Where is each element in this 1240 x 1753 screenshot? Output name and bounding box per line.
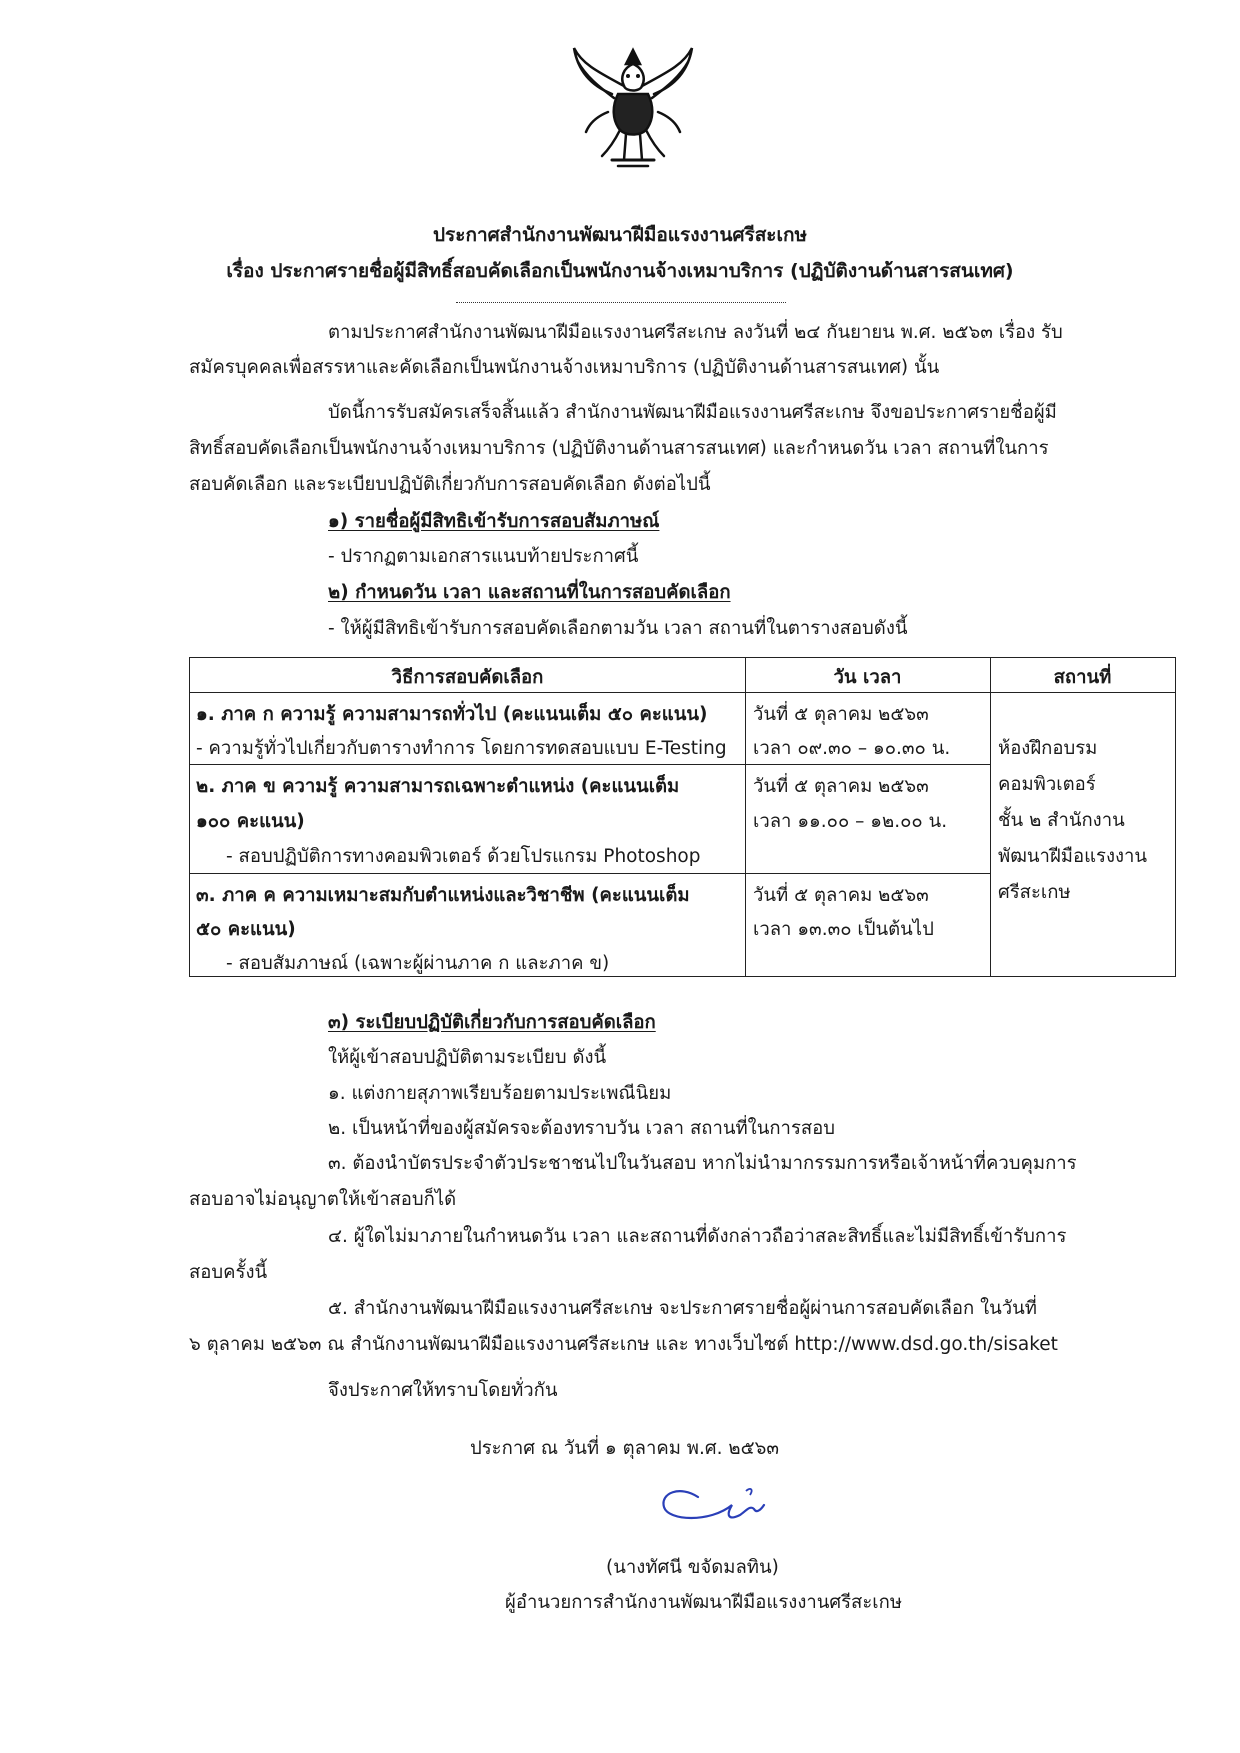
document-title: ประกาศสำนักงานพัฒนาฝีมือแรงงานศรีสะเกษ [432, 224, 808, 246]
venue-line-3: ชั้น ๒ สำนักงาน [998, 810, 1125, 831]
table-header-datetime: วัน เวลา [833, 667, 902, 688]
table-divider [190, 764, 990, 765]
rule-item-1: ๑. แต่งกายสุภาพเรียบร้อยตามประเพณีนิยม [328, 1083, 672, 1104]
rule-item-3-line2: สอบอาจไม่อนุญาตให้เข้าสอบก็ได้ [189, 1189, 457, 1210]
table-row-2-method-title: ๒. ภาค ข ความรู้ ความสามารถเฉพาะตำแหน่ง (คะแนนเต็ม [196, 776, 680, 797]
rule-item-4-line2: สอบครั้งนี้ [189, 1262, 268, 1283]
table-row-2-date: วันที่ ๕ ตุลาคม ๒๕๖๓ [753, 776, 929, 797]
section3-heading: ๓) ระเบียบปฏิบัติเกี่ยวกับการสอบคัดเลือก [328, 1012, 656, 1033]
intro-p2-line2: สิทธิ์สอบคัดเลือกเป็นพนักงานจ้างเหมาบริการ (ปฏิบัติงานด้านสารสนเทศ) และกำหนดวัน เวลา สถานที่ในการ [189, 438, 1049, 459]
table-row-3-method-detail: - สอบสัมภาษณ์ (เฉพาะผู้ผ่านภาค ก และภาค ข) [226, 953, 610, 974]
table-row-1-date: วันที่ ๕ ตุลาคม ๒๕๖๓ [753, 704, 929, 725]
venue-line-1: ห้องฝึกอบรม [998, 738, 1098, 759]
venue-line-2: คอมพิวเตอร์ [998, 774, 1096, 795]
table-row-1-method-title: ๑. ภาค ก ความรู้ ความสามารถทั่วไป (คะแนนเต็ม ๕๐ คะแนน) [196, 704, 708, 725]
table-header-method: วิธีการสอบคัดเลือก [391, 667, 544, 688]
table-row-2-method-score: ๑๐๐ คะแนน) [196, 811, 305, 832]
document-subject: เรื่อง ประกาศรายชื่อผู้มีสิทธิ์สอบคัดเลือกเป็นพนักงานจ้างเหมาบริการ (ปฏิบัติงานด้านสารสนเทศ) [226, 260, 1014, 282]
intro-p2-line1: บัดนี้การรับสมัครเสร็จสิ้นแล้ว สำนักงานพัฒนาฝีมือแรงงานศรีสะเกษ จึงขอประกาศรายชื่อผู้มี [328, 402, 1057, 423]
section2-heading: ๒) กำหนดวัน เวลา และสถานที่ในการสอบคัดเลือก [328, 582, 731, 603]
section1-heading: ๑) รายชื่อผู้มีสิทธิเข้ารับการสอบสัมภาษณ์ [328, 511, 660, 532]
venue-line-5: ศรีสะเกษ [998, 882, 1071, 903]
table-row-3-method-title: ๓. ภาค ค ความเหมาะสมกับตำแหน่งและวิชาชีพ (คะแนนเต็ม [196, 885, 690, 906]
table-row-1-method-detail: - ความรู้ทั่วไปเกี่ยวกับตารางทำการ โดยการทดสอบแบบ E-Testing [196, 738, 727, 759]
intro-p2-line3: สอบคัดเลือก และระเบียบปฏิบัติเกี่ยวกับการสอบคัดเลือก ดังต่อไปนี้ [189, 474, 711, 495]
table-divider [990, 658, 991, 976]
table-divider [745, 658, 746, 976]
intro-p1-line1: ตามประกาศสำนักงานพัฒนาฝีมือแรงงานศรีสะเกษ ลงวันที่ ๒๔ กันยายน พ.ศ. ๒๕๖๓ เรื่อง รับ [328, 322, 1063, 343]
venue-line-4: พัฒนาฝีมือแรงงาน [998, 846, 1148, 867]
intro-p1-line2: สมัครบุคคลเพื่อสรรหาและคัดเลือกเป็นพนักงานจ้างเหมาบริการ (ปฏิบัติงานด้านสารสนเทศ) นั้น [189, 357, 940, 378]
section2-text: - ให้ผู้มีสิทธิเข้ารับการสอบคัดเลือกตามวัน เวลา สถานที่ในตารางสอบดังนี้ [328, 618, 908, 639]
table-divider [190, 873, 990, 874]
rule-item-5-line2: ๖ ตุลาคม ๒๕๖๓ ณ สำนักงานพัฒนาฝีมือแรงงานศรีสะเกษ และ ทางเว็บไซต์ http://www.dsd.go.th/sisaket [189, 1334, 1058, 1355]
announcement-date: ประกาศ ณ วันที่ ๑ ตุลาคม พ.ศ. ๒๕๖๓ [470, 1438, 779, 1459]
signature-image [650, 1475, 800, 1535]
divider [456, 302, 786, 303]
section3-intro: ให้ผู้เข้าสอบปฏิบัติตามระเบียบ ดังนี้ [328, 1047, 607, 1068]
signer-name: (นางทัศนี ขจัดมลทิน) [606, 1557, 779, 1578]
rule-item-3-line1: ๓. ต้องนำบัตรประจำตัวประชาชนไปในวันสอบ หากไม่นำมากรรมการหรือเจ้าหน้าที่ควบคุมการ [328, 1153, 1077, 1174]
table-row-3-method-score: ๕๐ คะแนน) [196, 919, 296, 940]
closing-announcement: จึงประกาศให้ทราบโดยทั่วกัน [328, 1380, 558, 1401]
table-header-venue: สถานที่ [1053, 667, 1112, 688]
table-row-2-method-detail: - สอบปฏิบัติการทางคอมพิวเตอร์ ด้วยโปรแกรม Photoshop [226, 846, 701, 867]
signer-title: ผู้อำนวยการสำนักงานพัฒนาฝีมือแรงงานศรีสะเกษ [505, 1592, 903, 1613]
table-divider [190, 692, 1175, 693]
rule-item-5-line1: ๕. สำนักงานพัฒนาฝีมือแรงงานศรีสะเกษ จะประกาศรายชื่อผู้ผ่านการสอบคัดเลือก ในวันที่ [328, 1298, 1038, 1319]
garuda-emblem-icon [568, 42, 698, 174]
rule-item-2: ๒. เป็นหน้าที่ของผู้สมัครจะต้องทราบวัน เวลา สถานที่ในการสอบ [328, 1118, 836, 1139]
table-row-3-time: เวลา ๑๓.๓๐ เป็นต้นไป [753, 919, 934, 940]
table-row-1-time: เวลา ๐๙.๓๐ – ๑๐.๓๐ น. [753, 738, 951, 759]
rule-item-4-line1: ๔. ผู้ใดไม่มาภายในกำหนดวัน เวลา และสถานที่ดังกล่าวถือว่าสละสิทธิ์และไม่มีสิทธิ์เข้ารับการ [328, 1226, 1067, 1247]
table-row-2-time: เวลา ๑๑.๐๐ – ๑๒.๐๐ น. [753, 811, 948, 832]
exam-schedule-table [189, 657, 1176, 977]
table-row-3-date: วันที่ ๕ ตุลาคม ๒๕๖๓ [753, 885, 929, 906]
section1-text: - ปรากฏตามเอกสารแนบท้ายประกาศนี้ [328, 546, 639, 567]
